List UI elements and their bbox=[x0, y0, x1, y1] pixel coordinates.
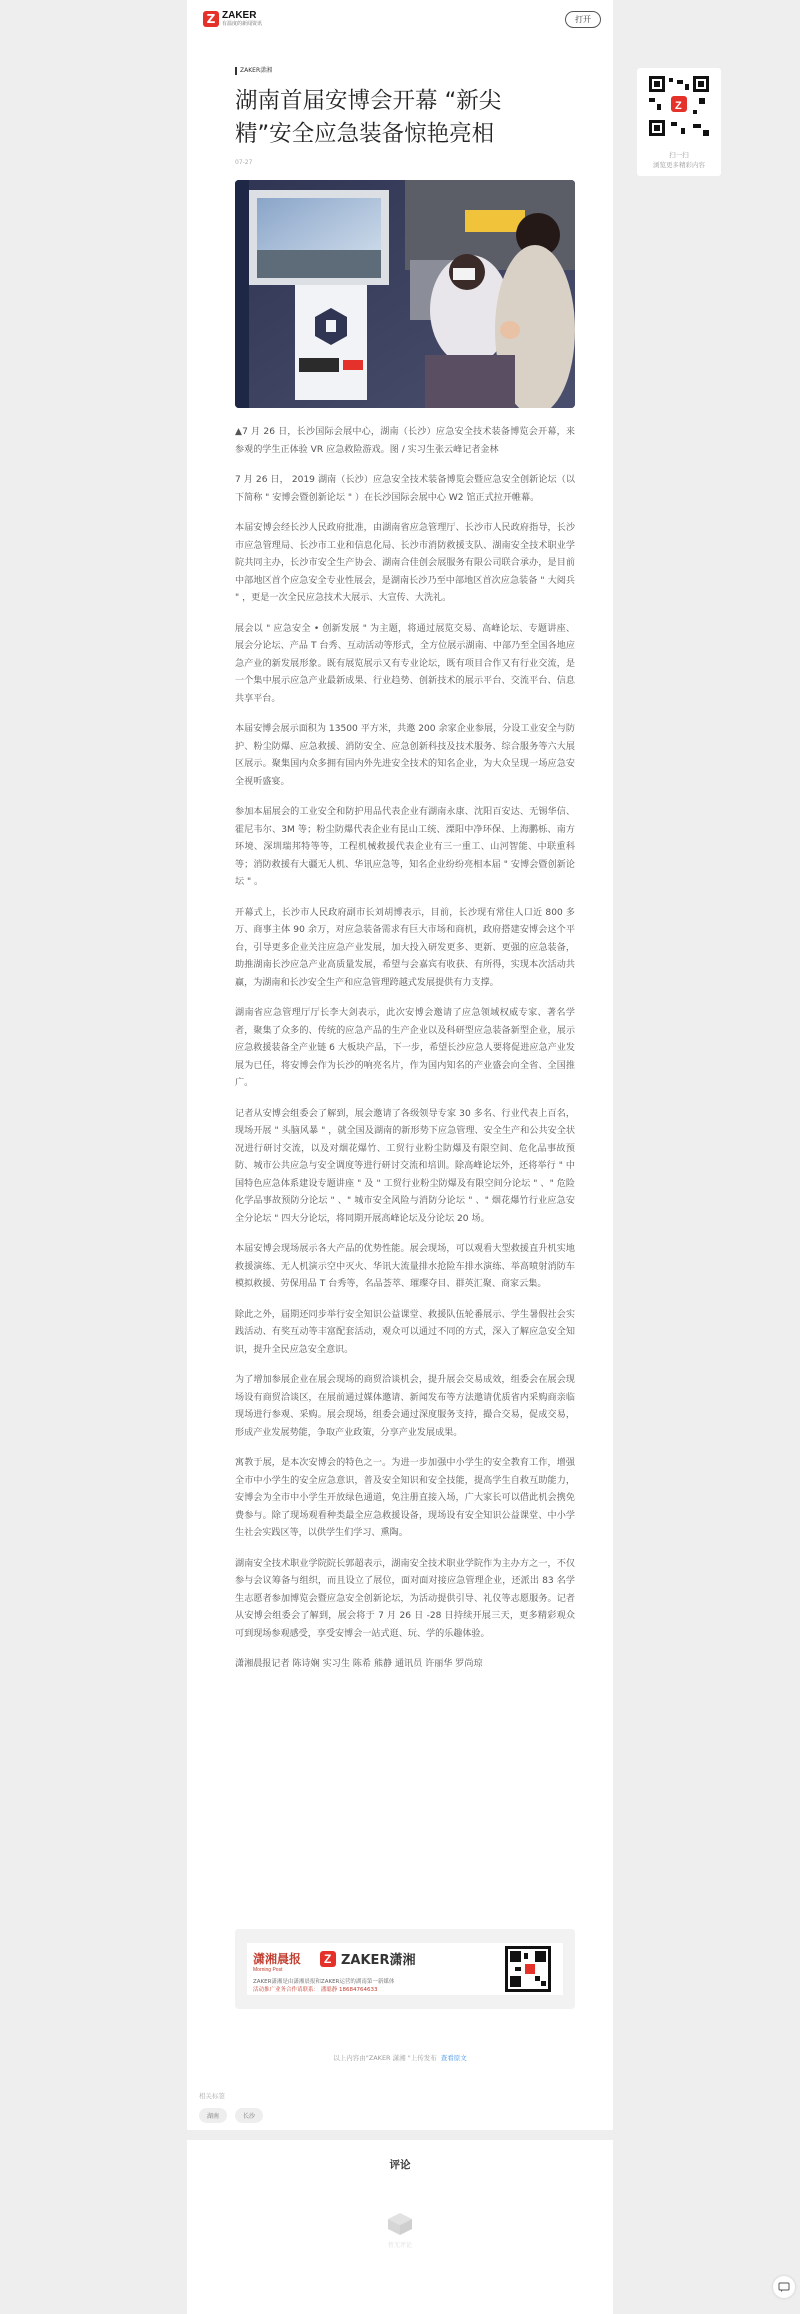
promo-paper-name: 潇湘晨报 bbox=[253, 1952, 302, 1966]
tag-item[interactable]: 长沙 bbox=[235, 2108, 263, 2123]
paragraph: 本届安博会展示面积为 13500 平方米，共邀 200 余家企业参展，分设工业安全与防护、粉尘防爆、应急救援、消防安全、应急创新科技及技术服务、综合服务等六大展区展示。聚集国内众多拥有国内外先进安全技术的知名企业，为大众呈现一场应急安全视听盛宴。 bbox=[235, 724, 575, 787]
logo-tagline: 有温度的新闻资讯 bbox=[222, 21, 263, 27]
source-text: 以上内容由"ZAKER 潇湘 "上传发布 bbox=[333, 2054, 437, 2062]
promo-brand: ZAKER潇湘 bbox=[341, 1953, 416, 1968]
paragraph: 寓教于展，是本次安博会的特色之一。为进一步加强中小学生的安全教育工作，增强全市中小学生的安全应急意识，普及安全知识和安全技能，提高学生自救互助能力，安博会为全市中小学生开放绿色通道，免注册直接入场，广大家长可以借此机会携免费参与。除了现场观看种类最全应急救援设备，现场设有安全知识公益课堂、中小学生社会实践区等，以供学生们学习、熏陶。 bbox=[235, 1458, 575, 1538]
tag-list bbox=[199, 2108, 271, 2123]
paragraph: 参加本届展会的工业安全和防护用品代表企业有湖南永康、沈阳百安达、无锡华信、霍尼韦尔、3M 等；粉尘防爆代表企业有昆山工统、溧阳中净环保、上海鹏栎、南方环境、深圳瑞邦特等等，工程机械救援代表企业有三一重工、山河智能、中联重科等；消防救援有大疆无人机、华讯应急等，知名企业纷纷亮相本届 " 安博会暨创新论坛 " 。 bbox=[235, 807, 575, 887]
tags-label: 相关标签 bbox=[199, 2092, 225, 2100]
view-original-link[interactable]: 查看原文 bbox=[440, 2054, 467, 2062]
paragraph: 展会以 " 应急安全 • 创新发展 " 为主题，将通过展览交易、高峰论坛、专题讲座、展会分论坛、产品 T 台秀、互动活动等形式，全方位展示湖南、中部乃至全国各地应急产业的新发展形象。既有展览展示又有专业论坛，既有项目合作又有行业交流，是一个集中展示应急产业最新成果、行业趋势、创新技术的展示平台、交流平台、信息共享平台。 bbox=[235, 623, 575, 704]
paragraph: 7 月 26 日， 2019 湖南（长沙）应急安全技术装备博览会暨应急安全创新论坛（以下简称 " 安博会暨创新论坛 " ）在长沙国际会展中心 W2 馆正式拉开帷幕。 bbox=[235, 475, 575, 503]
article-date: 07-27 bbox=[235, 159, 253, 166]
hero-photo[interactable] bbox=[235, 180, 575, 408]
paragraph: 本届安博会现场展示各大产品的优势性能。展会现场，可以观看大型救援直升机实地救援演练、无人机演示空中灭火、华讯大流量排水抢险车排水演练、举高喷射消防车模拟救援、劳保用品 T 台秀等，名品荟萃、璀璨夺目、群英汇聚、商家云集。 bbox=[235, 1244, 575, 1289]
open-app-button[interactable]: 打开 bbox=[565, 11, 601, 28]
paragraph: 湖南安全技术职业学院院长郭超表示，湖南安全技术职业学院作为主办方之一，不仅参与会议筹备与组织，而且设立了展位，面对面对接应急管理企业，还派出 83 名学生志愿者参加博览会暨应急安全创新论坛，为活动提供引导、礼仪等志愿服务。记者从安博会组委会了解到，展会将于 7 月 26 日 -28 日持续开展三天，更多精彩观众可到现场参观感受，享受安博会一站式逛、玩、学的乐趣体验。 bbox=[235, 1558, 575, 1639]
paragraph: 开幕式上，长沙市人民政府副市长刘胡博表示，目前，长沙现有常住人口近 800 多万、商事主体 90 余万，对应急装备需求有巨大市场和商机，政府搭建安博会这个平台，引导更多企业关注应急产业发展，加大投入研发更多、更新、更强的应急装备，助推湖南长沙应急产业高质量发展，希望与会嘉宾有收获、有所得，实现本次活动共赢，为湖南和长沙安全生产和应急管理跨越式发展提供有力支撑。 bbox=[235, 907, 575, 988]
byline: 潇湘晨报记者 陈诗娴 实习生 陈希 熊静 通讯员 许丽华 罗尚琼 bbox=[235, 1659, 483, 1669]
sidebar-qr-card bbox=[637, 68, 721, 176]
logo-name: ZAKER bbox=[222, 10, 257, 21]
zaker-logo-icon: Z bbox=[203, 11, 219, 27]
article-body bbox=[235, 424, 575, 1674]
paragraph: 记者从安博会组委会了解到，展会邀请了各级领导专家 30 多名、行业代表上百名，现场开展 " 头脑风暴 " ，就全国及湖南的新形势下应急管理、安全生产和公共安全状况进行研讨交流，以及对烟花爆竹、工贸行业粉尘防爆及有限空间、危化品事故预防、城市公共应急与安全调度等进行研讨交流和培训。除高峰论坛外，还将举行 " 中国特色应急体系建设专题讲座 " 及 " 工贸行业粉尘防爆及有限空间分论坛 " 、" 危险化学品事故预防分论坛 " 、" 城市安全风险与消防分论坛 " 、" 烟花爆竹行业应急安全分论坛 " 四大分论坛，将同期开展高峰论坛及分论坛 20 场。 bbox=[235, 1108, 575, 1224]
promo-contact: 活动推广业务合作请联系： 潘聪静 18684764633 bbox=[253, 1987, 378, 1993]
paragraph: 为了增加参展企业在展会现场的商贸洽谈机会，提升展会交易成效，组委会在展会现场设有商贸洽谈区，在展前通过媒体邀请、新闻发布等方法邀请优质省内采购商亲临现场进行参观、采购。展会现场，组委会通过深度服务支持，撮合交易，促成交易，形成产业发展势能，争取产业政策，分享产业发展成果。 bbox=[235, 1375, 575, 1438]
promo-desc: ZAKER潇湘是由潇湘晨报和ZAKER运营的湖南第一新媒体 bbox=[253, 1979, 395, 1985]
comments-title: 评论 bbox=[389, 2159, 411, 2171]
article bbox=[235, 67, 575, 1687]
qr-scan-label: 扫一扫 bbox=[669, 151, 689, 159]
empty-comments-text: 暂无评论 bbox=[387, 2242, 412, 2249]
promo-banner[interactable] bbox=[235, 1929, 575, 2009]
feedback-button[interactable] bbox=[773, 2276, 795, 2298]
article-title: 湖南首届安博会开幕 “新尖精”安全应急装备惊艳亮相 bbox=[235, 88, 502, 147]
channel-label[interactable]: ZAKER潇湘 bbox=[235, 67, 575, 75]
svg-text:Z: Z bbox=[675, 100, 682, 112]
qr-desc-label: 浏览更多精彩内容 bbox=[653, 161, 705, 169]
chat-icon bbox=[778, 2281, 790, 2293]
promo-graphic bbox=[235, 1929, 575, 2009]
vr-expo-photo bbox=[235, 180, 575, 408]
tag-item[interactable]: 湖南 bbox=[199, 2108, 227, 2123]
article-page bbox=[187, 0, 613, 2314]
promo-paper-en: Morning Post bbox=[253, 1967, 283, 1973]
section-divider bbox=[187, 2130, 613, 2140]
svg-text:Z: Z bbox=[324, 1952, 332, 1966]
source-line bbox=[187, 2053, 613, 2062]
paragraph: 本届安博会经长沙人民政府批准，由湖南省应急管理厅、长沙市人民政府指导，长沙市应急管理局、长沙市工业和信息化局、长沙市消防救援支队、湖南安全技术职业学院共同主办，长沙市安全生产协会、湖南合佳创会展服务有限公司联合承办，是目前中部地区首个应急安全专业性展会，是湖南长沙乃至中部地区首次应急装备 " 大阅兵 " ，更是一次全民应急技术大展示、大宣传、大洗礼。 bbox=[235, 523, 575, 603]
paragraph: 除此之外，届期还同步举行安全知识公益课堂、救援队伍轮番展示、学生暑假社会实践活动、有奖互动等丰富配套活动，观众可以通过不同的方式，深入了解应急安全知识，提升全民应急安全意识。 bbox=[235, 1309, 575, 1355]
top-bar bbox=[187, 0, 613, 38]
paragraph: 湖南省应急管理厅厅长李大剑表示，此次安博会邀请了应急领域权威专家、著名学者，聚集了众多的、传统的应急产品的生产企业以及科研型应急装备新型企业，展示应急救援装备全产业链 6 大板块产品，下一步，希望长沙应急人要将促进应急产业发展为已任，将安博会作为长沙的响亮名片，作为国内知名的产业盛会向全省、全国推广。 bbox=[235, 1008, 575, 1088]
qr-code-icon bbox=[637, 68, 721, 152]
promo-qr-icon bbox=[503, 1944, 553, 1994]
zaker-logo[interactable] bbox=[203, 11, 262, 27]
photo-caption: ▲7 月 26 日，长沙国际会展中心，湖南（长沙）应急安全技术装备博览会开幕，来参观的学生正体验 VR 应急救险游戏。图 / 实习生张云峰记者金林 bbox=[235, 427, 575, 455]
empty-box-icon bbox=[385, 2210, 415, 2236]
